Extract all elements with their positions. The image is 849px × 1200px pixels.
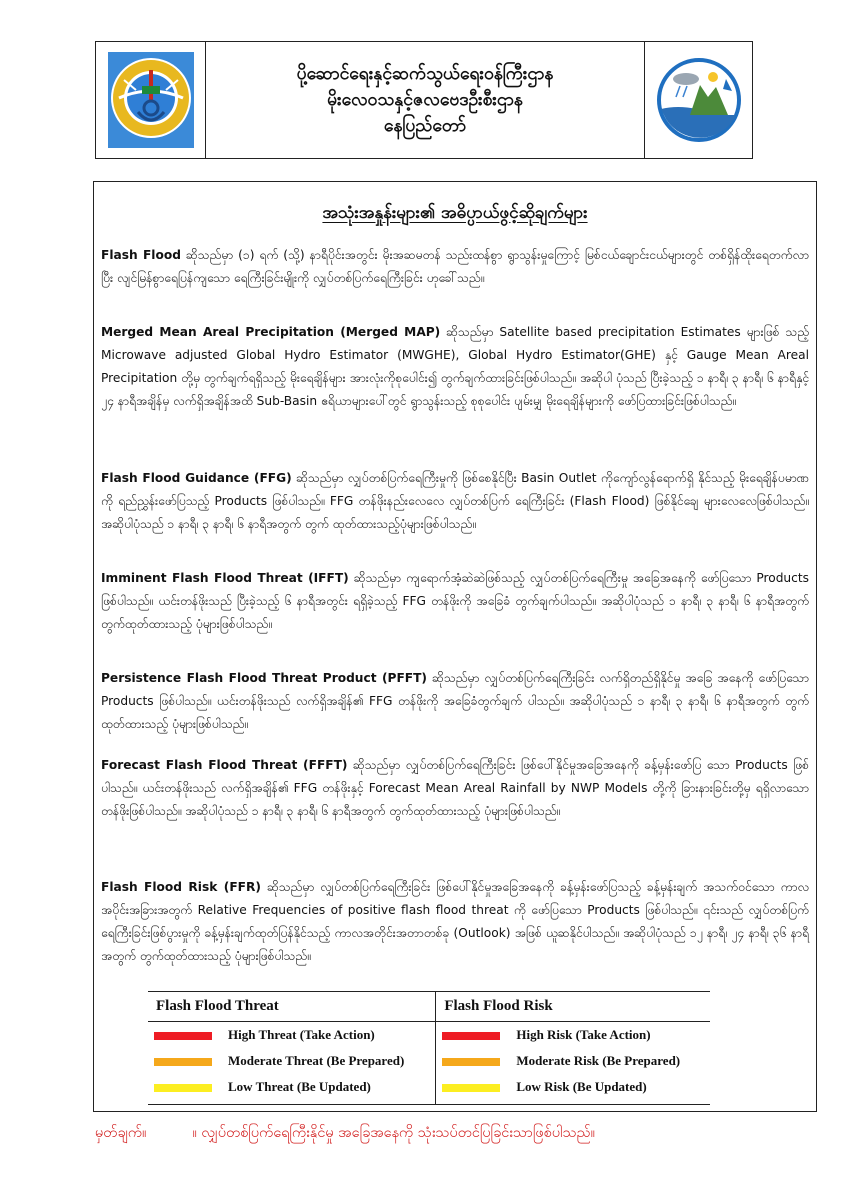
- definition-text: ဆိုသည်မှာ (၁) ရက် (သို့) နာရီပိုင်းအတွင်း မိုးအဆမတန် သည်းထန်စွာ ရွာသွန်းမှုကြောင့် မြစ်ငယ်ချောင်းငယ်များတွင် တစ်ရှိန်ထိုးရေတက်လာပြီး လျင်မြန်စွာရေပြန်ကျသော ရေကြီးခြင်းမျိုးကို လျှပ်တစ်ပြက်ရေကြီးခြင်း ဟုခေါ်သည်။: [101, 248, 809, 285]
- definition-paragraph: [101, 754, 809, 823]
- legend-threat-label: Moderate Threat (Be Prepared): [228, 1053, 405, 1068]
- legend-threat-cell: [148, 1048, 436, 1074]
- footnote-text: ။ လျှပ်တစ်ပြက်ရေကြီးနိုင်မှု အခြေအနေကို သုံးသပ်တင်ပြခြင်းသာဖြစ်ပါသည်။: [192, 1125, 596, 1141]
- threat-risk-legend: [148, 991, 710, 1105]
- definition-term: Flash Flood Risk (FFR): [101, 880, 261, 894]
- footnote-label: မှတ်ချက်။: [95, 1125, 147, 1141]
- legend-threat-label: Low Threat (Be Updated): [228, 1079, 371, 1094]
- legend-risk-header: Flash Flood Risk: [436, 992, 710, 1022]
- low-color-swatch: [442, 1084, 500, 1092]
- definition-term: Forecast Flash Flood Threat (FFFT): [101, 758, 348, 772]
- definition-paragraph: [101, 244, 809, 290]
- legend-risk-cell: [436, 1048, 710, 1074]
- right-logo-cell: [644, 42, 752, 158]
- legend-row: [148, 1074, 710, 1105]
- legend-threat-header: Flash Flood Threat: [148, 992, 436, 1022]
- legend-risk-cell: [436, 1074, 710, 1105]
- header-city: နေပြည်တော်: [383, 116, 467, 136]
- definition-term: Imminent Flash Flood Threat (IFFT): [101, 571, 349, 585]
- legend-risk-label: Moderate Risk (Be Prepared): [516, 1053, 681, 1068]
- header-title: [206, 42, 644, 158]
- definition-text: ဆိုသည်မှာ လျှပ်တစ်ပြက်ရေကြီးခြင်း ဖြစ်ပေါ်နိုင်မှုအခြေအနေကို ခန့်မှန်းဖော်ပြသည့် ခန့်မှန်းချက် အသက်ဝင်သော ကာလအပိုင်းအခြားအတွက် Relative Frequencies of positive flash flood threat ကို ဖော်ပြသော Products ဖြစ်ပါသည်။ ၎င်းသည် လျှပ်တစ်ပြက်ရေကြီးခြင်းဖြစ်ပွားမှုကို ခန့်မှန်းချက်ထုတ်ပြန်နိုင်သည့် ကာလအတိုင်းအတာတစ်ခု (Outlook) အဖြစ် ယူဆနိုင်ပါသည်။ အဆိုပါပုံသည် ၁၂ နာရီ၊ ၂၄ နာရီ၊ ၃၆ နာရီအတွက် တွက်ထုတ်ထားသည့် ပုံများဖြစ်ပါသည်။: [101, 880, 809, 963]
- high-color-swatch: [442, 1032, 500, 1040]
- high-color-swatch: [154, 1032, 212, 1040]
- definition-paragraph: [101, 667, 809, 736]
- legend-row: [148, 1048, 710, 1074]
- definition-text: ဆိုသည်မှာ လျှပ်တစ်ပြက်ရေကြီးခြင်း ဖြစ်ပေါ်နိုင်မှုအခြေအနေကို ခန့်မှန်းဖော်ပြ သော Products ဖြစ်ပါသည်။ ယင်းတန်ဖိုးသည် လက်ရှိအချိန်၏ FFG တန်ဖိုးနှင့် Forecast Mean Areal Rainfall by NWP Models တို့ကို ခြားနားခြင်းတို့မှ ရရှိလာသော တန်ဖိုးဖြစ်ပါသည်။ အဆိုပါပုံသည် ၁ နာရီ၊ ၃ နာရီ၊ ၆ နာရီအတွက် တွက်ထုတ်ထားသည့် ပုံများဖြစ်ပါသည်။: [101, 758, 809, 818]
- moderate-color-swatch: [442, 1058, 500, 1066]
- legend-risk-label: Low Risk (Be Updated): [516, 1079, 647, 1094]
- header-department: မိုးလေဝသနှင့်ဇလဗေဒဦးစီးဌာန: [327, 90, 523, 110]
- low-color-swatch: [154, 1084, 212, 1092]
- legend-header-row: [148, 992, 710, 1022]
- water-cycle-icon: [656, 57, 742, 143]
- document-title: အသုံးအနှုန်းများ၏ အဓိပ္ပာယ်ဖွင့်ဆိုချက်များ: [322, 203, 588, 223]
- header-ministry: ပို့ဆောင်ရေးနှင့်ဆက်သွယ်ရေးဝန်ကြီးဌာန: [296, 64, 554, 84]
- moderate-color-swatch: [154, 1058, 212, 1066]
- legend-threat-cell: [148, 1074, 436, 1105]
- definition-term: Flash Flood Guidance (FFG): [101, 471, 292, 485]
- legend-threat-label: High Threat (Take Action): [228, 1027, 375, 1042]
- definition-text: ဆိုသည်မှာ လျှပ်တစ်ပြက်ရေကြီးမှုကို ဖြစ်စေနိုင်ပြီး Basin Outlet ကိုကျော်လွန်ရောက်ရှိ နိုင်သည့် မိုးရေချိန်ပမာဏကို ရည်ညွှန်းဖော်ပြသည့် Products ဖြစ်ပါသည်။ FFG တန်ဖိုးနည်းလေလေ လျှပ်တစ်ပြက် ရေကြီးခြင်း (Flash Flood) ဖြစ်နိုင်ချေ များလေလေဖြစ်ပါသည်။ အဆိုပါပုံသည် ၁ နာရီ၊ ၃ နာရီ၊ ၆ နာရီအတွက် တွက် ထုတ်ထားသည့်ပုံများဖြစ်ပါသည်။: [101, 471, 809, 531]
- legend-risk-label: High Risk (Take Action): [516, 1027, 651, 1042]
- content-box: [93, 181, 817, 1112]
- definition-paragraph: [101, 321, 809, 413]
- definition-paragraph: [101, 876, 809, 968]
- definition-paragraph: [101, 567, 809, 636]
- footnote: [95, 1124, 595, 1145]
- definition-paragraph: [101, 467, 809, 536]
- definition-term: Persistence Flash Flood Threat Product (PFFT): [101, 671, 427, 685]
- definition-text: ဆိုသည်မှာ ကျရောက်အံ့ဆဲဆဲဖြစ်သည့် လျှပ်တစ်ပြက်ရေကြီးမှု အခြေအနေကို ဖော်ပြသော Products ဖြစ်ပါသည်။ ယင်းတန်ဖိုးသည် ပြီးခဲ့သည့် ၆ နာရီအတွင်း ရရှိခဲ့သည့် FFG တန်ဖိုးကို အခြေခံ တွက်ချက်ပါသည်။ အဆိုပါပုံသည် ၁ နာရီ၊ ၃ နာရီ၊ ၆ နာရီအတွက် တွက်ထုတ်ထားသည့် ပုံများဖြစ်ပါသည်။: [101, 571, 809, 631]
- department-emblem-icon: [106, 50, 196, 150]
- legend-threat-cell: [148, 1022, 436, 1049]
- definition-term: Merged Mean Areal Precipitation (Merged MAP): [101, 325, 441, 339]
- legend-row: [148, 1022, 710, 1049]
- definition-text: ဆိုသည်မှာ လျှပ်တစ်ပြက်ရေကြီးခြင်း လက်ရှိတည်ရှိနိုင်မှု အခြေ အနေကို ဖော်ပြသော Products ဖြစ်ပါသည်။ ယင်းတန်ဖိုးသည် လက်ရှိအချိန်၏ FFG တန်ဖိုးကို အခြေခံတွက်ချက် ပါသည်။ အဆိုပါပုံသည် ၁ နာရီ၊ ၃ နာရီ၊ ၆ နာရီအတွက် တွက်ထုတ်ထားသည့် ပုံများဖြစ်ပါသည်။: [101, 671, 810, 731]
- definition-text: ဆိုသည်မှာ Satellite based precipitation Estimates များဖြစ် သည့် Microwave adjusted Global Hydro Estimator (MWGHE), Global Hydro Estimator(GHE) နှင့် Gauge Mean Areal Precipitation တို့မှ တွက်ချက်ရရှိသည့် မိုးရေချိန်များ အားလုံးကိုစုပေါင်း၍ တွက်ချက်ထားခြင်းဖြစ်ပါသည်။ အဆိုပါ ပုံသည် ပြီးခဲ့သည့် ၁ နာရီ၊ ၃ နာရီ၊ ၆ နာရီနှင့် ၂၄ နာရီအချိန်မှ လက်ရှိအချိန်အထိ Sub-Basin ဧရိယာများပေါ်တွင် ရွာသွန်းသည့် စုစုပေါင်း ပျမ်းမျှ မိုးရေချိန်များကို ဖော်ပြထားခြင်းဖြစ်ပါသည်။: [101, 325, 809, 408]
- legend-risk-cell: [436, 1022, 710, 1049]
- definition-term: Flash Flood: [101, 248, 181, 262]
- left-logo-cell: [96, 42, 206, 158]
- header-box: [95, 41, 753, 159]
